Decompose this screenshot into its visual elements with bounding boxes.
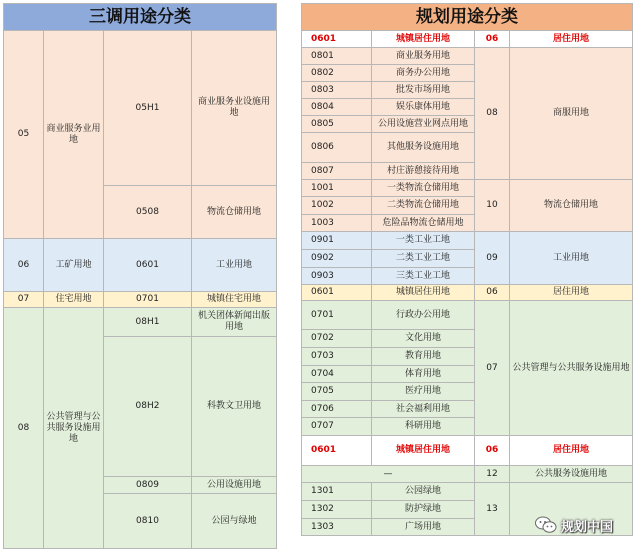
row-name: 批发市场用地 — [372, 82, 475, 99]
group-code: 09 — [475, 232, 510, 285]
sub-code: 0601 — [104, 239, 192, 292]
sub-name: 商业服务业设施用地 — [192, 31, 277, 186]
row-name: 城镇居住用地 — [372, 436, 475, 466]
row-name: 体育用地 — [372, 366, 475, 383]
sub-name: 工业用地 — [192, 239, 277, 292]
row-name: 商务办公用地 — [372, 65, 475, 82]
row-code: 1003 — [302, 215, 372, 232]
sub-code: 08H2 — [104, 337, 192, 477]
group-code: 06 — [475, 285, 510, 301]
row-code: 0803 — [302, 82, 372, 99]
row-name: 一类工业工地 — [372, 232, 475, 250]
row-name: 防护绿地 — [372, 501, 475, 519]
sub-code: 0809 — [104, 477, 192, 494]
sub-name: 公园与绿地 — [192, 494, 277, 549]
right-table — [301, 3, 633, 536]
row-code: 0702 — [302, 330, 372, 348]
sub-name: 机关团体新闻出版用地 — [192, 308, 277, 337]
row-code: 0802 — [302, 65, 372, 82]
row-name: 危险品物流仓储用地 — [372, 215, 475, 232]
group-name: 公共管理与公共服务设施用地 — [44, 308, 104, 549]
row-name: 广场用地 — [372, 519, 475, 536]
wechat-icon — [535, 516, 557, 534]
row-name: 医疗用地 — [372, 383, 475, 401]
group-name: 住宅用地 — [44, 292, 104, 308]
row-code: 1302 — [302, 501, 372, 519]
group-name: 工业用地 — [510, 232, 633, 285]
group-code: 08 — [4, 308, 44, 549]
row-code: 0707 — [302, 418, 372, 436]
sub-name: 城镇住宅用地 — [192, 292, 277, 308]
sub-code: 0701 — [104, 292, 192, 308]
row-name: 公园绿地 — [372, 483, 475, 501]
row-code: 0704 — [302, 366, 372, 383]
group-code: 13 — [475, 483, 510, 536]
row-name: 其他服务设施用地 — [372, 133, 475, 163]
left-table — [3, 3, 277, 549]
row-code: 0806 — [302, 133, 372, 163]
group-code: 08 — [475, 48, 510, 180]
group-code: 06 — [475, 31, 510, 48]
group-code: 07 — [475, 301, 510, 436]
right-table-header: 规划用途分类 — [302, 4, 633, 31]
sub-code: 08H1 — [104, 308, 192, 337]
row-code: 0701 — [302, 301, 372, 330]
row-code: 0805 — [302, 116, 372, 133]
row-name: 二类物流仓储用地 — [372, 197, 475, 215]
group-name: 居住用地 — [510, 285, 633, 301]
row-name: 村庄游憩接待用地 — [372, 163, 475, 180]
group-name: 商服用地 — [510, 48, 633, 180]
row-code: 0901 — [302, 232, 372, 250]
row-name: 公用设施营业网点用地 — [372, 116, 475, 133]
row-code: 0601 — [302, 31, 372, 48]
group-code: 10 — [475, 180, 510, 232]
row-code: 0801 — [302, 48, 372, 65]
row-name: 行政办公用地 — [372, 301, 475, 330]
group-name: 工矿用地 — [44, 239, 104, 292]
group-name: 居住用地 — [510, 31, 633, 48]
row-code: 1002 — [302, 197, 372, 215]
row-name: 二类工业工地 — [372, 250, 475, 268]
row-code: 0807 — [302, 163, 372, 180]
row-code: 0903 — [302, 268, 372, 285]
watermark — [535, 516, 613, 534]
row-code: 0703 — [302, 348, 372, 366]
row-name: 科研用地 — [372, 418, 475, 436]
row-name: 商业服务用地 — [372, 48, 475, 65]
row-code: 0601 — [302, 285, 372, 301]
sub-code: 0508 — [104, 186, 192, 239]
group-name: 商业服务业用地 — [44, 31, 104, 239]
row-code: — — [302, 466, 475, 483]
sub-code: 0810 — [104, 494, 192, 549]
left-table-header: 三调用途分类 — [4, 4, 277, 31]
row-name: 一类物流仓储用地 — [372, 180, 475, 197]
group-code: 06 — [4, 239, 44, 292]
row-name: 城镇居住用地 — [372, 31, 475, 48]
sub-name: 公用设施用地 — [192, 477, 277, 494]
row-name: 三类工业工地 — [372, 268, 475, 285]
group-name: 居住用地 — [510, 436, 633, 466]
row-code: 0804 — [302, 99, 372, 116]
row-name: 教育用地 — [372, 348, 475, 366]
row-name: 城镇居住用地 — [372, 285, 475, 301]
group-name: 公共服务设施用地 — [510, 466, 633, 483]
row-name: 娱乐康体用地 — [372, 99, 475, 116]
row-code: 0902 — [302, 250, 372, 268]
sub-name: 科教文卫用地 — [192, 337, 277, 477]
row-code: 1301 — [302, 483, 372, 501]
row-code: 0705 — [302, 383, 372, 401]
row-code: 1303 — [302, 519, 372, 536]
watermark-text: 规划中国 — [561, 519, 614, 535]
sub-code: 05H1 — [104, 31, 192, 186]
group-code: 05 — [4, 31, 44, 239]
group-name: 物流仓储用地 — [510, 180, 633, 232]
row-name: 社会福利用地 — [372, 401, 475, 418]
group-code: 06 — [475, 436, 510, 466]
group-name: 公共管理与公共服务设施用地 — [510, 301, 633, 436]
row-name: 文化用地 — [372, 330, 475, 348]
row-code: 0706 — [302, 401, 372, 418]
group-code: 07 — [4, 292, 44, 308]
sub-name: 物流仓储用地 — [192, 186, 277, 239]
row-code: 0601 — [302, 436, 372, 466]
row-code: 1001 — [302, 180, 372, 197]
group-code: 12 — [475, 466, 510, 483]
